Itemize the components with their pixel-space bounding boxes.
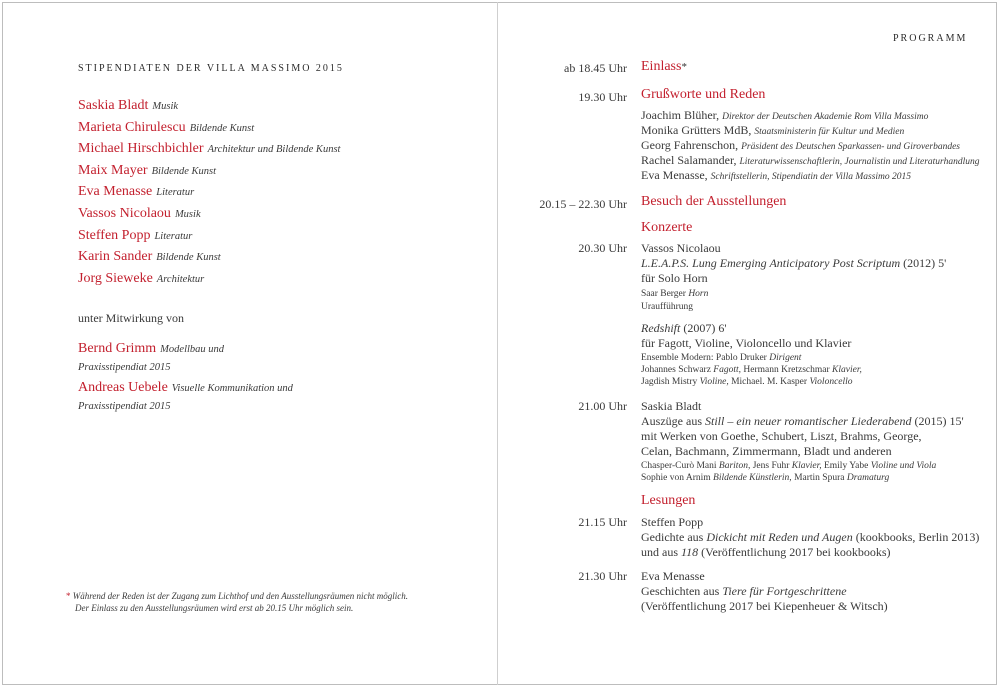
contributor-role-2: Praxisstipendiat 2015 bbox=[78, 362, 171, 373]
fellow-item bbox=[78, 96, 178, 114]
time-k3: 21.00 Uhr bbox=[578, 399, 627, 413]
speaker-role: Präsident des Deutschen Sparkassen- und Giroverbandes bbox=[741, 142, 960, 152]
fellow-field: Literatur bbox=[156, 187, 195, 199]
l1-work2: 118 bbox=[681, 545, 699, 559]
k2-perf3b: Michael. M. Kasper bbox=[731, 377, 808, 387]
heading-einlass bbox=[641, 59, 687, 75]
k3-perf-line-2 bbox=[641, 472, 889, 485]
k1-composer: Vassos Nicolaou bbox=[641, 241, 721, 255]
page-fold bbox=[497, 2, 498, 685]
k1-perf-name: Saar Berger bbox=[641, 289, 686, 299]
time-einlass: ab 18.45 Uhr bbox=[564, 61, 627, 75]
fellow-field: Musik bbox=[152, 101, 179, 112]
k2-perf-line-2 bbox=[641, 364, 862, 377]
footnote-line-2: Der Einlass zu den Ausstellungsräumen wird erst ab 20.15 Uhr möglich sein. bbox=[75, 603, 354, 613]
program-header: PROGRAMM bbox=[893, 33, 968, 44]
fellow-item bbox=[78, 161, 216, 179]
fellow-item bbox=[78, 226, 192, 244]
fellow-field: Architektur und Bildende Kunst bbox=[207, 144, 341, 156]
fellow-item bbox=[78, 182, 194, 200]
einlass-mark: * bbox=[681, 61, 687, 73]
k3-perf1c: Emily Yabe bbox=[823, 461, 869, 471]
time-grussworte: 19.30 Uhr bbox=[578, 90, 627, 104]
footnote-mark: * bbox=[66, 591, 71, 601]
k2-perf-line-3 bbox=[641, 376, 853, 389]
contributor-name: Andreas Uebele bbox=[78, 380, 168, 395]
k2-perf2b-role: Klavier, bbox=[832, 365, 862, 375]
fellow-name: Maix Mayer bbox=[78, 162, 148, 178]
fellow-name: Michael Hirschbichler bbox=[78, 141, 204, 157]
k3-perf-line-1 bbox=[641, 460, 936, 473]
speaker-item bbox=[641, 168, 911, 185]
k2-perf3a-role: Violine, bbox=[699, 377, 729, 387]
k2-work-title: Redshift bbox=[641, 321, 681, 335]
k2-perf3a: Jagdish Mistry bbox=[641, 377, 698, 387]
l2-work: Tiere für Fortgeschrittene bbox=[722, 584, 847, 598]
l2-author: Eva Menasse bbox=[641, 569, 705, 583]
speaker-name: Rachel Salamander, bbox=[641, 153, 737, 167]
fellow-name: Vassos Nicolaou bbox=[78, 206, 171, 221]
k1-work-meta: (2012) 5' bbox=[900, 256, 947, 270]
l2-line-1 bbox=[641, 584, 847, 599]
k3-work bbox=[641, 414, 964, 429]
k1-note: Uraufführung bbox=[641, 302, 694, 312]
fellow-field: Musik bbox=[174, 209, 201, 220]
l2-line-2: (Veröffentlichung 2017 bei Kiepenheuer & Witsch) bbox=[641, 599, 888, 613]
k3-pre: Auszüge aus bbox=[641, 414, 705, 428]
fellow-name: Eva Menasse bbox=[78, 184, 153, 200]
k3-perf1a-role: Bariton, bbox=[718, 461, 751, 471]
k1-performer bbox=[641, 288, 708, 301]
time-l2: 21.30 Uhr bbox=[578, 569, 627, 583]
time-k1: 20.30 Uhr bbox=[578, 241, 627, 255]
speaker-name: Monika Grütters MdB, bbox=[641, 123, 752, 137]
fellow-item bbox=[78, 204, 201, 222]
l1-pre: Gedichte aus bbox=[641, 530, 707, 544]
k3-perf2b: Martin Spura bbox=[794, 473, 845, 483]
fellow-name: Saskia Bladt bbox=[78, 98, 149, 113]
k1-work bbox=[641, 256, 946, 271]
speaker-role: Schriftstellerin, Stipendiatin der Villa Massimo 2015 bbox=[710, 172, 912, 182]
fellow-field: Bildende Kunst bbox=[156, 252, 221, 264]
k3-perf2b-role: Dramaturg bbox=[846, 473, 890, 483]
l1-pre2: und aus bbox=[641, 545, 681, 559]
fellow-field: Bildende Kunst bbox=[189, 122, 255, 134]
l2-pre: Geschichten aus bbox=[641, 584, 723, 598]
heading-einlass-text: Einlass bbox=[641, 59, 682, 74]
k3-work-title: Still – ein neuer romantischer Liederabend bbox=[704, 414, 912, 428]
fellow-name: Jorg Sieweke bbox=[78, 270, 153, 286]
contributor-item bbox=[78, 339, 224, 357]
contributor-role: Modellbau und bbox=[160, 344, 225, 355]
l1-author: Steffen Popp bbox=[641, 515, 704, 529]
fellow-field: Literatur bbox=[154, 230, 193, 242]
k3-perf2a-role: Bildende Künstlerin, bbox=[713, 473, 792, 483]
k2-instr: für Fagott, Violine, Violoncello und Klavier bbox=[641, 336, 852, 350]
contributor-item bbox=[78, 378, 293, 396]
k2-perf2b: Hermann Kretzschmar bbox=[743, 365, 830, 375]
heading-konzerte: Konzerte bbox=[641, 220, 693, 235]
k3-perf2a: Sophie von Arnim bbox=[641, 473, 711, 483]
k3-line-3: Celan, Bachmann, Zimmermann, Bladt und anderen bbox=[641, 444, 892, 458]
speaker-name: Joachim Blüher, bbox=[641, 108, 720, 122]
contributor-name: Bernd Grimm bbox=[78, 341, 157, 356]
k3-perf1b: Jens Fuhr bbox=[752, 461, 790, 471]
l1-meta2: (Veröffentlichung 2017 bei kookbooks) bbox=[698, 545, 891, 559]
time-besuch: 20.15 – 22.30 Uhr bbox=[539, 197, 627, 211]
speaker-role: Direktor der Deutschen Akademie Rom Villa Massimo bbox=[722, 112, 929, 122]
speaker-name: Eva Menasse, bbox=[641, 168, 708, 182]
fellow-name: Steffen Popp bbox=[78, 227, 151, 243]
k2-work-meta: (2007) 6' bbox=[680, 321, 727, 335]
heading-lesungen: Lesungen bbox=[641, 493, 696, 508]
heading-besuch: Besuch der Ausstellungen bbox=[641, 194, 787, 209]
heading-grussworte: Grußworte und Reden bbox=[641, 87, 766, 102]
fellow-item bbox=[78, 139, 340, 157]
k1-instr: für Solo Horn bbox=[641, 271, 708, 285]
k3-perf1b-role: Klavier, bbox=[791, 461, 822, 471]
contributor-role: Visuelle Kommunikation und bbox=[171, 383, 293, 394]
footnote bbox=[66, 590, 408, 614]
k3-line-2: mit Werken von Goethe, Schubert, Liszt, Brahms, George, bbox=[641, 429, 922, 443]
contributor-role-2: Praxisstipendiat 2015 bbox=[78, 401, 171, 412]
fellow-item bbox=[78, 118, 254, 136]
k2-perf3b-role: Violoncello bbox=[809, 377, 853, 387]
fellows-title: STIPENDIATEN DER VILLA MASSIMO 2015 bbox=[78, 63, 344, 74]
l1-line-2 bbox=[641, 545, 891, 560]
fellow-item bbox=[78, 247, 221, 265]
fellow-field: Bildende Kunst bbox=[151, 165, 217, 177]
k3-meta: (2015) 15' bbox=[911, 414, 964, 428]
speaker-role: Literaturwissenschaftlerin, Journalistin und Literaturhandlung bbox=[739, 157, 980, 167]
fellow-name: Karin Sander bbox=[78, 249, 153, 265]
l1-work: Dickicht mit Reden und Augen bbox=[706, 530, 853, 544]
fellow-item bbox=[78, 269, 204, 287]
l1-meta: (kookbooks, Berlin 2013) bbox=[852, 530, 980, 544]
l1-line-1 bbox=[641, 530, 979, 545]
k3-composer: Saskia Bladt bbox=[641, 399, 702, 413]
with-label: unter Mitwirkung von bbox=[78, 311, 184, 325]
k2-perf1-role: Dirigent bbox=[769, 353, 802, 363]
footnote-line-1: Während der Reden ist der Zugang zum Lichthof und den Ausstellungsräumen nicht möglich. bbox=[72, 591, 408, 601]
k2-perf-line-1 bbox=[641, 352, 801, 365]
k3-perf1c-role: Violine und Viola bbox=[870, 461, 937, 471]
speaker-role: Staatsministerin für Kultur und Medien bbox=[754, 127, 905, 137]
k1-perf-role: Horn bbox=[688, 289, 709, 299]
k2-work bbox=[641, 321, 726, 336]
fellow-field: Architektur bbox=[156, 273, 205, 285]
k3-perf1a: Chasper-Curò Mani bbox=[641, 461, 717, 471]
k2-perf2a: Johannes Schwarz bbox=[641, 365, 711, 375]
k2-perf2a-role: Fagott, bbox=[713, 365, 742, 375]
fellow-name: Marieta Chirulescu bbox=[78, 119, 186, 135]
speaker-name: Georg Fahrenschon, bbox=[641, 138, 739, 152]
k2-perf1: Ensemble Modern: Pablo Druker bbox=[641, 353, 767, 363]
time-l1: 21.15 Uhr bbox=[578, 515, 627, 529]
k1-work-title: L.E.A.P.S. Lung Emerging Anticipatory Post Scriptum bbox=[641, 256, 901, 270]
